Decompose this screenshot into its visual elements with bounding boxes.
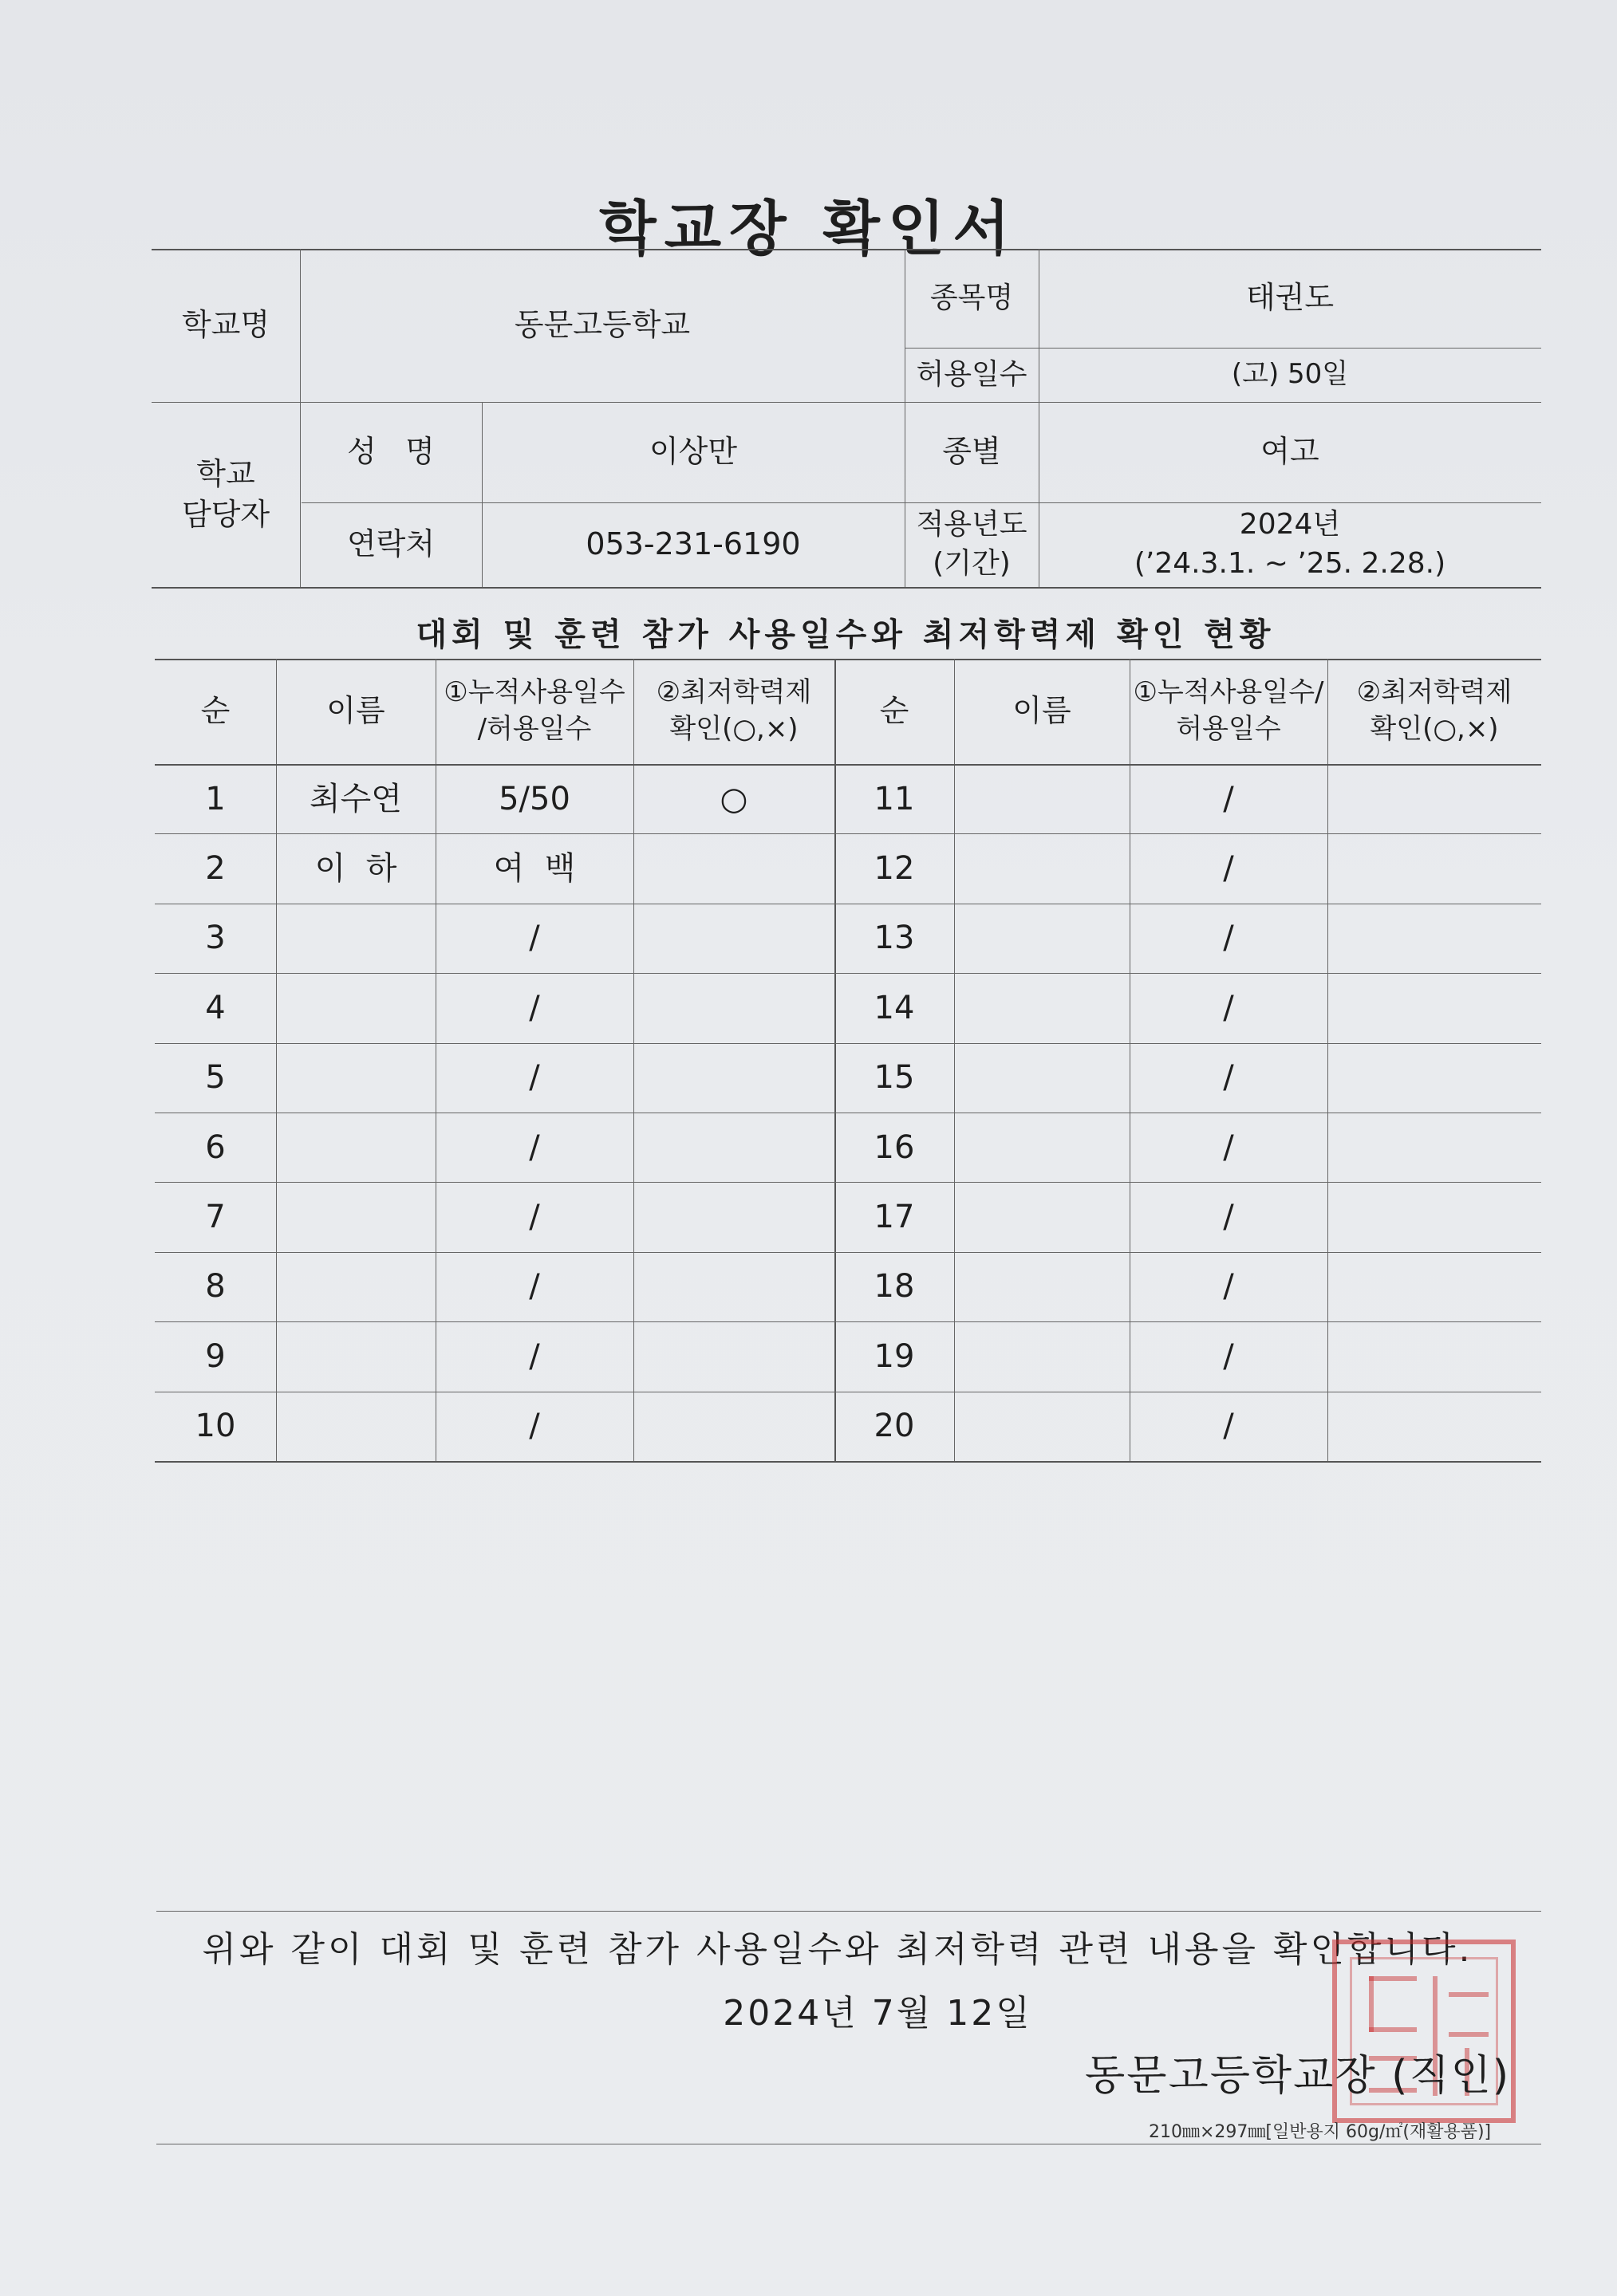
row-days: /: [529, 989, 540, 1026]
row-number: 14: [874, 989, 915, 1026]
person-name-label: 성 명: [347, 434, 435, 470]
row-number: 17: [874, 1199, 915, 1236]
row-name: [954, 1113, 1130, 1182]
row-check: [1327, 1113, 1541, 1182]
manager-label: 학교 담당자: [181, 455, 270, 532]
row-number: 13: [874, 920, 915, 957]
seal-stroke: [1369, 2027, 1417, 2032]
row-days: 여 백: [493, 850, 576, 888]
contact-value: 053-231-6190: [586, 526, 801, 562]
row-check: [633, 1392, 834, 1461]
footer-top-rule: [156, 1911, 1541, 1912]
row-days: /: [529, 920, 540, 957]
paper-spec: 210㎜×297㎜[일반용지 60g/㎡(재활용품)]: [1149, 2122, 1492, 2142]
info-bottom-rule: [152, 587, 1541, 589]
signer-line: 동문고등학교장 (직인): [1085, 2052, 1511, 2100]
row-check: [633, 1043, 834, 1113]
row-number: 10: [195, 1408, 236, 1445]
seal-stroke: [1369, 1976, 1374, 2032]
allowed-days-label: 허용일수: [916, 357, 1027, 391]
row-check: [1327, 833, 1541, 903]
allowed-days-value: (고) 50일: [1231, 358, 1349, 391]
sport-value: 태권도: [1245, 280, 1335, 316]
row-number: 3: [205, 920, 226, 957]
row-name: [276, 1321, 436, 1391]
row-name: [954, 833, 1130, 903]
row-number: 11: [874, 780, 915, 817]
row-name: [276, 1182, 436, 1251]
row-days: /: [529, 1059, 540, 1097]
row-check: [633, 1321, 834, 1391]
year-value: 2024년: [1239, 508, 1341, 542]
school-name-value: 동문고등학교: [514, 307, 691, 343]
confirmation-statement: 위와 같이 대회 및 훈련 참가 사용일수와 최저학력 관련 내용을 확인합니다.: [202, 1929, 1473, 1970]
row-name: [954, 764, 1130, 833]
row-number: 6: [205, 1128, 226, 1166]
school-name-label: 학교명: [181, 307, 270, 343]
row-name: [954, 1392, 1130, 1461]
row-name: [954, 904, 1130, 973]
row-name: [276, 904, 436, 973]
seal-stroke: [1449, 1992, 1489, 1997]
row-name: [954, 1182, 1130, 1251]
row-name: [276, 1252, 436, 1321]
category-value: 여고: [1260, 434, 1319, 470]
row-name: 이 하: [314, 850, 397, 888]
row-check: [1327, 1392, 1541, 1461]
year-cell: [1039, 502, 1541, 587]
row-number: 5: [205, 1059, 226, 1097]
row-check: [633, 833, 834, 903]
row-number: 16: [874, 1128, 915, 1166]
row-days: /: [529, 1199, 540, 1236]
row-check: [1327, 764, 1541, 833]
row-check: [1327, 904, 1541, 973]
row-name: [276, 973, 436, 1042]
issue-date: 2024년 7월 12일: [723, 1993, 1032, 2034]
row-number: 2: [205, 850, 226, 888]
year-label: 적용년도 (기간): [916, 508, 1027, 580]
row-check: [633, 1113, 834, 1182]
header-check-right: ②최저학력제 확인(○,×): [1356, 676, 1512, 745]
row-number: 1: [205, 780, 226, 817]
header-name-right: 이름: [1012, 693, 1071, 729]
seal-stroke: [1449, 2032, 1489, 2037]
row-days: /: [1223, 920, 1234, 957]
row-number: 8: [205, 1268, 226, 1306]
sport-label: 종목명: [929, 281, 1014, 314]
row-name: [954, 1043, 1130, 1113]
row-check: [633, 1182, 834, 1251]
row-name: [954, 973, 1130, 1042]
header-days-left: ①누적사용일수 /허용일수: [444, 676, 625, 745]
header-name-left: 이름: [326, 693, 385, 729]
row-days: /: [1223, 1337, 1234, 1375]
row-check: [633, 904, 834, 973]
row-name: [276, 1043, 436, 1113]
header-no-right: 순: [879, 693, 909, 729]
row-days: 5/50: [499, 780, 570, 817]
row-days: /: [1223, 989, 1234, 1026]
row-number: 4: [205, 989, 226, 1026]
row-check: [1327, 973, 1541, 1042]
row-number: 19: [874, 1337, 915, 1375]
row-name: [954, 1252, 1130, 1321]
row-days: /: [529, 1268, 540, 1306]
row-days: /: [1223, 1128, 1234, 1166]
row-number: 15: [874, 1059, 915, 1097]
table-row-rule: [155, 1461, 1541, 1463]
row-days: /: [1223, 1268, 1234, 1306]
row-name: [276, 1392, 436, 1461]
row-name: [276, 1113, 436, 1182]
category-label: 종별: [942, 434, 1001, 470]
row-number: 20: [874, 1408, 915, 1445]
row-check: [633, 1252, 834, 1321]
row-check: [633, 973, 834, 1042]
header-no-left: 순: [200, 693, 231, 729]
row-number: 7: [205, 1199, 226, 1236]
row-check: [1327, 1252, 1541, 1321]
row-days: /: [1223, 780, 1234, 817]
period-value: (’24.3.1. ~ ’25. 2.28.): [1134, 547, 1446, 580]
row-days: /: [1223, 1408, 1234, 1445]
row-check: [1327, 1182, 1541, 1251]
header-days-right: ①누적사용일수/ 허용일수: [1133, 676, 1324, 745]
row-days: /: [1223, 850, 1234, 888]
row-days: /: [1223, 1199, 1234, 1236]
seal-stroke: [1369, 1976, 1417, 1981]
row-number: 18: [874, 1268, 915, 1306]
row-days: /: [529, 1408, 540, 1445]
contact-label: 연락처: [346, 526, 436, 562]
row-check: [1327, 1043, 1541, 1113]
document-title: 학교장 확인서: [599, 195, 1018, 263]
row-name: 최수연: [310, 780, 402, 817]
row-check: [1327, 1321, 1541, 1391]
row-days: /: [529, 1128, 540, 1166]
row-days: /: [1223, 1059, 1234, 1097]
row-number: 12: [874, 850, 915, 888]
row-check: ○: [720, 780, 748, 817]
row-name: [954, 1321, 1130, 1391]
person-name-value: 이상만: [649, 434, 738, 470]
row-days: /: [529, 1337, 540, 1375]
section-subtitle: 대회 및 훈련 참가 사용일수와 최저학력제 확인 현황: [416, 616, 1276, 653]
header-check-left: ②최저학력제 확인(○,×): [656, 676, 812, 745]
row-number: 9: [205, 1337, 226, 1375]
